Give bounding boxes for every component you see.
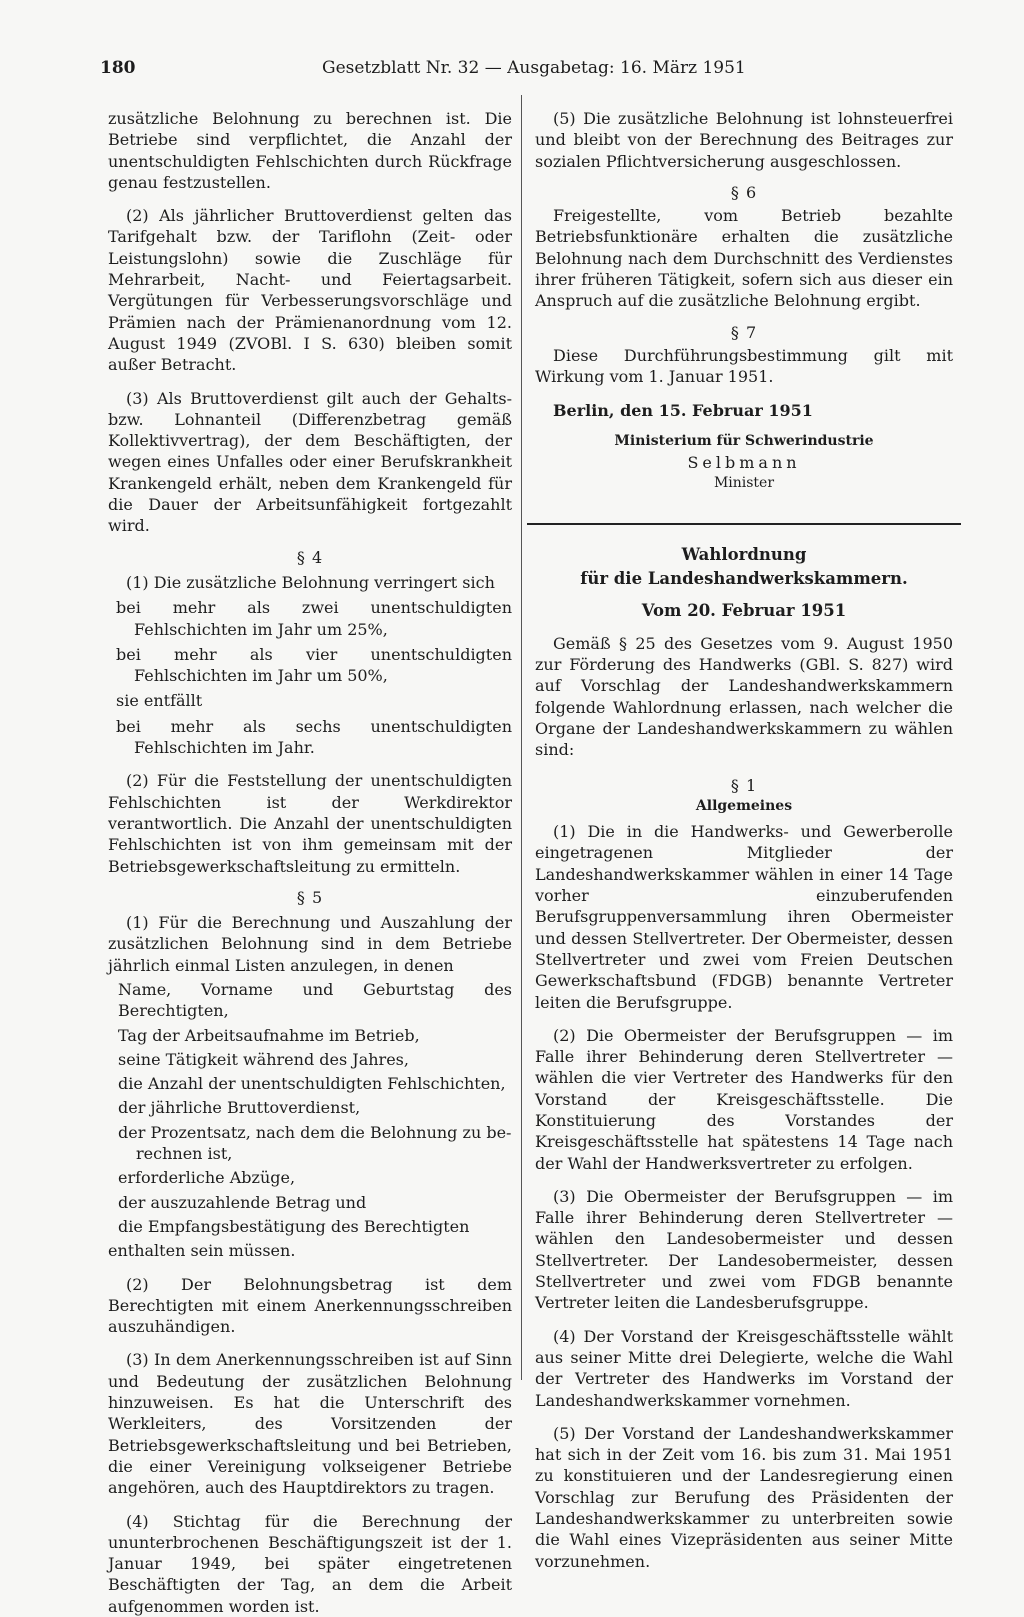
reduction-item: bei mehr als vier unentschuldigten Fehlschichten im Jahr um 50%, (116, 644, 512, 686)
section-rule (527, 523, 961, 525)
section-heading-7: § 7 (730, 322, 758, 342)
regulation-title-subline: für die Landeshandwerkskammern. (580, 568, 908, 588)
paragraph: (1) Die in die Handwerks- und Gewerberolle eingetragenen Mitglieder der Landeshandwerkskammer wählen in einer 14 Tage vorher einzuberufenden Berufsgruppenversammlung ihren Obermeister und dessen Stellvertreter. Der Obermeister, dessen Stellvertreter und zwei vom Freien Deutschen Gewerkschaftsbund (FDGB) benannte Vertreter leiten die Berufsgruppe. (535, 822, 953, 1012)
paragraph: (4) Der Vorstand der Kreisgeschäftsstelle wählt aus seiner Mitte drei Delegierte, welche die Wahl der Vertreter des Handwerks im Vorstand der Landeshandwerkskammer vornehmen. (535, 1326, 953, 1410)
page-number: 180 (100, 58, 136, 78)
place-date: Berlin, den 15. Februar 1951 (553, 400, 813, 420)
list-field: die Anzahl der unentschuldigten Fehlschichten, (118, 1074, 506, 1094)
page-header (100, 58, 760, 88)
section-heading-1: § 1 (730, 775, 758, 795)
column-divider (521, 95, 522, 1380)
list-field: der auszuzahlende Betrag und (118, 1192, 367, 1212)
ministry-name: Ministerium für Schwerindustrie (614, 432, 874, 449)
left-column (108, 108, 512, 1617)
list-field: der Prozentsatz, nach dem die Belohnung zu be- (118, 1122, 512, 1142)
list-field: Name, Vorname und Geburtstag des Berechtigten, (118, 979, 512, 1021)
list-field: seine Tätigkeit während des Jahres, (118, 1049, 409, 1069)
paragraph: Gemäß § 25 des Gesetzes vom 9. August 1950 zur Förderung des Handwerks (GBl. S. 827) wird auf Vorschlag der Landeshandwerkskammern folgende Wahlordnung erlassen, nach welcher die Organe der Landeshandwerkskammern zu wählen sind: (535, 633, 953, 760)
signer-title: Minister (713, 475, 775, 492)
section-heading-5: § 5 (296, 887, 324, 907)
list-field: rechnen ist, (136, 1144, 233, 1164)
reduction-item: sie entfällt (116, 691, 203, 711)
regulation-date: Vom 20. Februar 1951 (641, 600, 847, 620)
section-heading-6: § 6 (730, 182, 758, 202)
paragraph: (2) Als jährlicher Bruttoverdienst gelten das Tarifgehalt bzw. der Tariflohn (Zeit- oder Leistungslohn) sowie die Zuschläge für Mehrarbeit, Nacht- und Feiertagsarbeit. Vergütungen für Verbesserungsvorschläge und Prämien nach der Prämienanordnung vom 12. August 1949 (ZVOBl. I S. 630) bleiben somit außer Betracht. (108, 206, 512, 375)
paragraph: (2) Der Belohnungsbetrag ist dem Berechtigten mit einem Anerkennungsschreiben auszuhändigen. (108, 1274, 512, 1337)
paragraph: (1) Für die Berechnung und Auszahlung der zusätzlichen Belohnung sind in dem Betriebe jährlich einmal Listen anzulegen, in denen (108, 913, 512, 975)
paragraph: zusätzliche Belohnung zu berechnen ist. Die Betriebe sind verpflichtet, die Anzahl der unentschuldigten Fehlschichten durch Rückfrage genau festzustellen. (108, 109, 512, 192)
regulation-title: Wahlordnung (681, 544, 807, 564)
list-field: Tag der Arbeitsaufnahme im Betrieb, (118, 1025, 420, 1045)
paragraph: (2) Die Obermeister der Berufsgruppen — im Falle ihrer Behinderung deren Stellvertreter — wählen die vier Vertreter des Handwerks für den Vorstand der Kreisgeschäftsstelle. Die Konstituierung des Vorstandes der Kreisgeschäftsstelle hat spätestens 14 Tage nach der Wahl der Handwerksvertreter zu erfolgen. (535, 1025, 953, 1173)
reduction-item: bei mehr als sechs unentschuldigten Fehlschichten im Jahr. (116, 716, 512, 758)
list-field: die Empfangsbestätigung des Berechtigten (118, 1216, 470, 1236)
paragraph: (3) In dem Anerkennungsschreiben ist auf Sinn und Bedeutung der zusätzlichen Belohnung hinzuweisen. Es hat die Unterschrift des Werkleiters, des Vorsitzenden der Betriebsgewerkschaftsleitung und bei Betrieben, die einer Vereinigung volkseigener Betriebe angehören, auch des Hauptdirektors zu tragen. (108, 1350, 512, 1498)
paragraph: (3) Die Obermeister der Berufsgruppen — im Falle ihrer Behinderung deren Stellvertreter — wählen den Landesobermeister und dessen Stellvertreter. Der Landesobermeister, dessen Stellvertreter und zwei vom FDGB benannte Vertreter leiten die Landesberufsgruppe. (535, 1186, 953, 1313)
paragraph: (3) Als Bruttoverdienst gilt auch der Gehalts- bzw. Lohnanteil (Differenzbetrag gemäß Kollektivvertrag), der dem Beschäftigten, der wegen eines Unfalles oder einer Berufskrankheit Krankengeld erhält, neben dem Krankengeld für die Dauer der Arbeitsunfähigkeit fortgezahlt wird. (108, 388, 512, 536)
reduction-item: bei mehr als zwei unentschuldigten Fehlschichten im Jahr um 25%, (116, 598, 512, 639)
paragraph: Freigestellte, vom Betrieb bezahlte Betriebsfunktionäre erhalten die zusätzliche Belohnung nach dem Durchschnitt des Verdienstes ihrer früheren Tätigkeit, sofern sich aus dieser ein Anspruch auf die zusätzliche Belohnung ergibt. (535, 206, 953, 311)
list-field: erforderliche Abzüge, (118, 1168, 296, 1188)
right-column (535, 108, 953, 1572)
section-heading-4: § 4 (296, 547, 324, 567)
list-tail: enthalten sein müssen. (108, 1241, 296, 1261)
section-subheading: Allgemeines (695, 797, 793, 814)
paragraph: (4) Stichtag für die Berechnung der ununterbrochenen Beschäftigungszeit ist der 1. Januar 1949, bei später eingetretenen Beschäftigten der Tag, an dem die Arbeit aufgenommen worden ist. (108, 1511, 512, 1616)
list-field: der jährliche Bruttoverdienst, (118, 1098, 361, 1118)
running-head: Gesetzblatt Nr. 32 — Ausgabetag: 16. März 1951 (322, 58, 746, 78)
paragraph: (1) Die zusätzliche Belohnung verringert sich (126, 572, 495, 592)
paragraph: (5) Die zusätzliche Belohnung ist lohnsteuerfrei und bleibt von der Berechnung des Beitrages zur sozialen Pflichtversicherung ausgeschlossen. (535, 109, 953, 171)
paragraph: (5) Der Vorstand der Landeshandwerkskammer hat sich in der Zeit vom 16. bis zum 31. Mai 1951 zu konstituieren und der Landesregierung einen Vorschlag zur Berufung des Präsidenten der Landeshandwerkskammer zu unterbreiten sowie die Wahl eines Vizepräsidenten aus seiner Mitte vorzunehmen. (535, 1423, 953, 1571)
signer-name: Selbmann (687, 453, 801, 473)
paragraph: Diese Durchführungsbestimmung gilt mit Wirkung vom 1. Januar 1951. (535, 345, 953, 387)
paragraph: (2) Für die Feststellung der unentschuldigten Fehlschichten ist der Werkdirektor verantwortlich. Die Anzahl der unentschuldigten Fehlschichten ist von ihm gemeinsam mit der Betriebsgewerkschaftsleitung zu ermitteln. (108, 771, 512, 876)
